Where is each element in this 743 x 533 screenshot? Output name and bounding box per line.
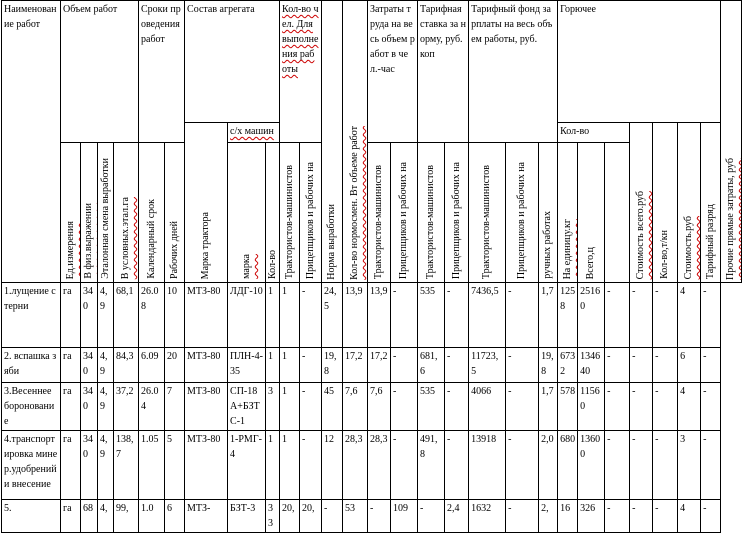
hdr-aux: Прицепщиков и рабочих на — [300, 143, 322, 283]
table-cell: 1-РМГ-4 — [228, 431, 266, 500]
table-cell: 3 — [678, 431, 701, 500]
table-cell: 2,0 — [539, 431, 558, 500]
table-row — [2, 383, 742, 431]
table-cell: ПЛН-4-35 — [228, 348, 266, 383]
hdr-cal: Календарный срок — [139, 143, 165, 283]
table-cell: 28,3 — [368, 431, 391, 500]
table-cell: 134640 — [578, 348, 605, 383]
hdr-aggregate: Состав агрегата — [185, 1, 280, 123]
table-cell: 1632 — [469, 500, 506, 533]
table-cell: - — [605, 283, 630, 348]
table-cell: га — [61, 431, 81, 500]
hdr-fund-tractorists: Трактористов-машинистов — [469, 143, 506, 283]
table-cell: 19,8 — [322, 348, 343, 383]
table-cell: СП-18А+БЗТС-1 — [228, 383, 266, 431]
table-cell: - — [506, 348, 539, 383]
hdr-etalon: Эталонная смена выработки — [98, 143, 114, 283]
hdr-qty: Кол-во — [266, 143, 280, 283]
table-cell: - — [653, 348, 678, 383]
table-cell: 19,8 — [539, 348, 558, 383]
table-cell: 340 — [81, 431, 98, 500]
table-cell: 7,6 — [343, 383, 368, 431]
table-cell: - — [445, 348, 469, 383]
hdr-rate: Тарифная ставка за норму, руб.коп — [418, 1, 469, 143]
table-cell: МТЗ-80 — [185, 431, 228, 500]
table-cell: 25160 — [578, 283, 605, 348]
hdr-labor-tractorists: Трактористов-машинистов — [368, 143, 391, 283]
table-cell: - — [630, 383, 653, 431]
table-cell: 4 — [678, 500, 701, 533]
table-cell: - — [653, 383, 678, 431]
table-cell: 7 — [165, 383, 185, 431]
table-cell: 1 — [280, 348, 300, 383]
hdr-phys: В физ.выражении — [81, 143, 98, 283]
table-cell: - — [300, 383, 322, 431]
hdr-fuelqty: Кол-во — [558, 123, 630, 143]
table-cell: - — [605, 348, 630, 383]
table-cell: - — [701, 383, 721, 431]
table-cell: 68,1 — [114, 283, 139, 348]
table-cell: МТЗ-80 — [185, 383, 228, 431]
hdr-volume: Объем работ — [61, 1, 139, 143]
table-cell: 16 — [558, 500, 578, 533]
row-work-name: 1.лущение стерни — [2, 283, 61, 348]
table-cell: 6732 — [558, 348, 578, 383]
hdr-fund-aux: Прицепщиков и рабочих на — [506, 143, 539, 283]
table-cell: 1 — [266, 431, 280, 500]
table-cell: 13,9 — [343, 283, 368, 348]
table-cell: 6.09 — [139, 348, 165, 383]
table-cell: - — [630, 500, 653, 533]
hdr-rate-tractorists: Трактористов-машинистов — [418, 143, 445, 283]
table-cell: 20, — [300, 500, 322, 533]
table-cell: 7,6 — [368, 383, 391, 431]
hdr-people: Кол-во чел. Для выполнения работы — [280, 1, 322, 143]
table-cell: 13600 — [578, 431, 605, 500]
hdr-norm: Норма выработки — [322, 1, 343, 283]
table-cell: - — [300, 283, 322, 348]
table-cell: 20 — [165, 348, 185, 383]
table-cell: 1 — [280, 431, 300, 500]
table-cell: 535 — [418, 383, 445, 431]
hdr-lubcost: Стоимость.руб — [678, 123, 701, 283]
table-cell: ЛДГ-10 — [228, 283, 266, 348]
table-cell: 340 — [81, 283, 98, 348]
table-cell: - — [506, 383, 539, 431]
table-cell: - — [605, 500, 630, 533]
table-cell: - — [322, 500, 343, 533]
table-cell: 20, — [280, 500, 300, 533]
table-cell: 4 — [678, 283, 701, 348]
table-cell: га — [61, 348, 81, 383]
table-cell: 681,6 — [418, 348, 445, 383]
table-cell: 535 — [418, 283, 445, 348]
table-cell: - — [605, 431, 630, 500]
table-cell: га — [61, 500, 81, 533]
hdr-fund: Тарифный фонд зарплаты на весь объем работы, руб. — [469, 1, 558, 143]
table-cell: - — [391, 383, 418, 431]
table-cell: 24,5 — [322, 283, 343, 348]
table-cell: 4066 — [469, 383, 506, 431]
table-cell: 6 — [678, 348, 701, 383]
table-cell: 138,7 — [114, 431, 139, 500]
table-cell: 2,4 — [445, 500, 469, 533]
table-row — [2, 283, 742, 348]
table-cell: 68 — [81, 500, 98, 533]
hdr-name: Наименование работ — [2, 1, 61, 283]
table-cell: 1,7 — [539, 383, 558, 431]
table-cell: МТЗ- — [185, 500, 228, 533]
table-cell: 53 — [343, 500, 368, 533]
table-cell: 109 — [391, 500, 418, 533]
table-cell: 7436,5 — [469, 283, 506, 348]
row-work-name: 2. вспашка зяби — [2, 348, 61, 383]
hdr-other: Прочие прямые затраты, руб — [721, 1, 742, 283]
table-cell: - — [391, 431, 418, 500]
hdr-schema: с/х машин — [228, 123, 280, 143]
hdr-lubqty: Кол-во,т/кн — [653, 123, 678, 283]
hdr-total: Всего,ц — [578, 143, 605, 283]
table-cell: БЗТ-3 — [228, 500, 266, 533]
table-cell: 340 — [81, 348, 98, 383]
table-cell: 45 — [322, 383, 343, 431]
table-cell: 11560 — [578, 383, 605, 431]
table-cell: 84,3 — [114, 348, 139, 383]
hdr-cond: В условных.этал.га — [114, 143, 139, 283]
table-cell: 6 — [165, 500, 185, 533]
table-cell: - — [605, 383, 630, 431]
table-cell: 326 — [578, 500, 605, 533]
row-work-name: 5. — [2, 500, 61, 533]
table-cell: - — [391, 348, 418, 383]
table-cell: 1258 — [558, 283, 578, 348]
hdr-rate-aux: Прицепщиков и рабочих на — [445, 143, 469, 283]
table-cell: МТЗ-80 — [185, 283, 228, 348]
table-cell: 13,9 — [368, 283, 391, 348]
table-cell: - — [368, 500, 391, 533]
table-cell: - — [653, 431, 678, 500]
table-cell: - — [630, 431, 653, 500]
table-row — [2, 348, 742, 383]
table-cell: 4, — [98, 500, 114, 533]
hdr-labor-aux: Прицепщиков и рабочих на — [391, 143, 418, 283]
table-cell: 10 — [165, 283, 185, 348]
hdr-unit: Ед.измерения — [61, 143, 81, 283]
table-row — [2, 431, 742, 500]
table-cell: 5 — [165, 431, 185, 500]
row-work-name: 4.транспортировка минер.удобрений и внесение — [2, 431, 61, 500]
table-cell: - — [630, 283, 653, 348]
table-cell: 4,9 — [98, 431, 114, 500]
hdr-terms: Сроки проведения работ — [139, 1, 185, 143]
hdr-mark: марка — [228, 143, 266, 283]
table-cell: 680 — [558, 431, 578, 500]
table-row — [2, 500, 742, 533]
table-cell: - — [506, 500, 539, 533]
table-cell: 1 — [280, 383, 300, 431]
table-cell: 4,9 — [98, 348, 114, 383]
table-cell: - — [701, 500, 721, 533]
table-cell: 17,2 — [368, 348, 391, 383]
table-cell: 33 — [266, 500, 280, 533]
table-cell: 340 — [81, 383, 98, 431]
table-cell: 1.05 — [139, 431, 165, 500]
hdr-perunit: На единицу.кг — [558, 143, 578, 283]
hdr-manual: ручных работах — [539, 143, 558, 283]
table-cell: 28,3 — [343, 431, 368, 500]
table-cell: 578 — [558, 383, 578, 431]
table-cell: 4,9 — [98, 383, 114, 431]
table-cell: 491,8 — [418, 431, 445, 500]
table-cell: - — [630, 348, 653, 383]
row-work-name: 3.Весеннее боронование — [2, 383, 61, 431]
table-cell: - — [391, 283, 418, 348]
table-cell: 11723,5 — [469, 348, 506, 383]
hdr-normcount: Кол-во нормосмен. Вт объеме работ — [343, 1, 368, 283]
table-cell: 2, — [539, 500, 558, 533]
table-cell: 26.04 — [139, 383, 165, 431]
table-cell: га — [61, 283, 81, 348]
table-cell: 4,9 — [98, 283, 114, 348]
table-cell: - — [506, 431, 539, 500]
table-cell: 1 — [266, 348, 280, 383]
hdr-cost: Стоимость всего.руб — [630, 123, 653, 283]
table-cell: - — [506, 283, 539, 348]
table-cell: - — [300, 348, 322, 383]
table-cell: 37,2 — [114, 383, 139, 431]
table-cell: - — [445, 431, 469, 500]
table-cell: 1 — [280, 283, 300, 348]
table-cell: - — [445, 383, 469, 431]
table-cell: 1.0 — [139, 500, 165, 533]
table-cell: 3 — [266, 383, 280, 431]
table-cell: - — [445, 283, 469, 348]
table-cell: 4 — [678, 383, 701, 431]
hdr-labor: Затраты труда на весь объем работ в чел.-час — [368, 1, 418, 143]
table-cell: - — [701, 348, 721, 383]
table-cell: 1,7 — [539, 283, 558, 348]
table-cell: га — [61, 383, 81, 431]
table-cell: 26.08 — [139, 283, 165, 348]
table-cell: - — [701, 283, 721, 348]
table-cell: - — [418, 500, 445, 533]
hdr-tarif: Тарифный разряд — [701, 123, 721, 283]
table-cell: - — [653, 283, 678, 348]
hdr-tractorists: Трактористов-машинистов — [280, 143, 300, 283]
table-cell: 17,2 — [343, 348, 368, 383]
hdr-fuel: Горючее — [558, 1, 721, 123]
table-cell: - — [701, 431, 721, 500]
table-cell: - — [300, 431, 322, 500]
table-cell: 99, — [114, 500, 139, 533]
table-cell: 13918 — [469, 431, 506, 500]
table-cell: - — [653, 500, 678, 533]
work-plan-table — [1, 0, 742, 533]
hdr-tractor: Марка трактора — [185, 123, 228, 283]
table-cell: МТЗ-80 — [185, 348, 228, 383]
table-cell: 1 — [266, 283, 280, 348]
table-cell: 12 — [322, 431, 343, 500]
hdr-days: Рабочих дней — [165, 143, 185, 283]
